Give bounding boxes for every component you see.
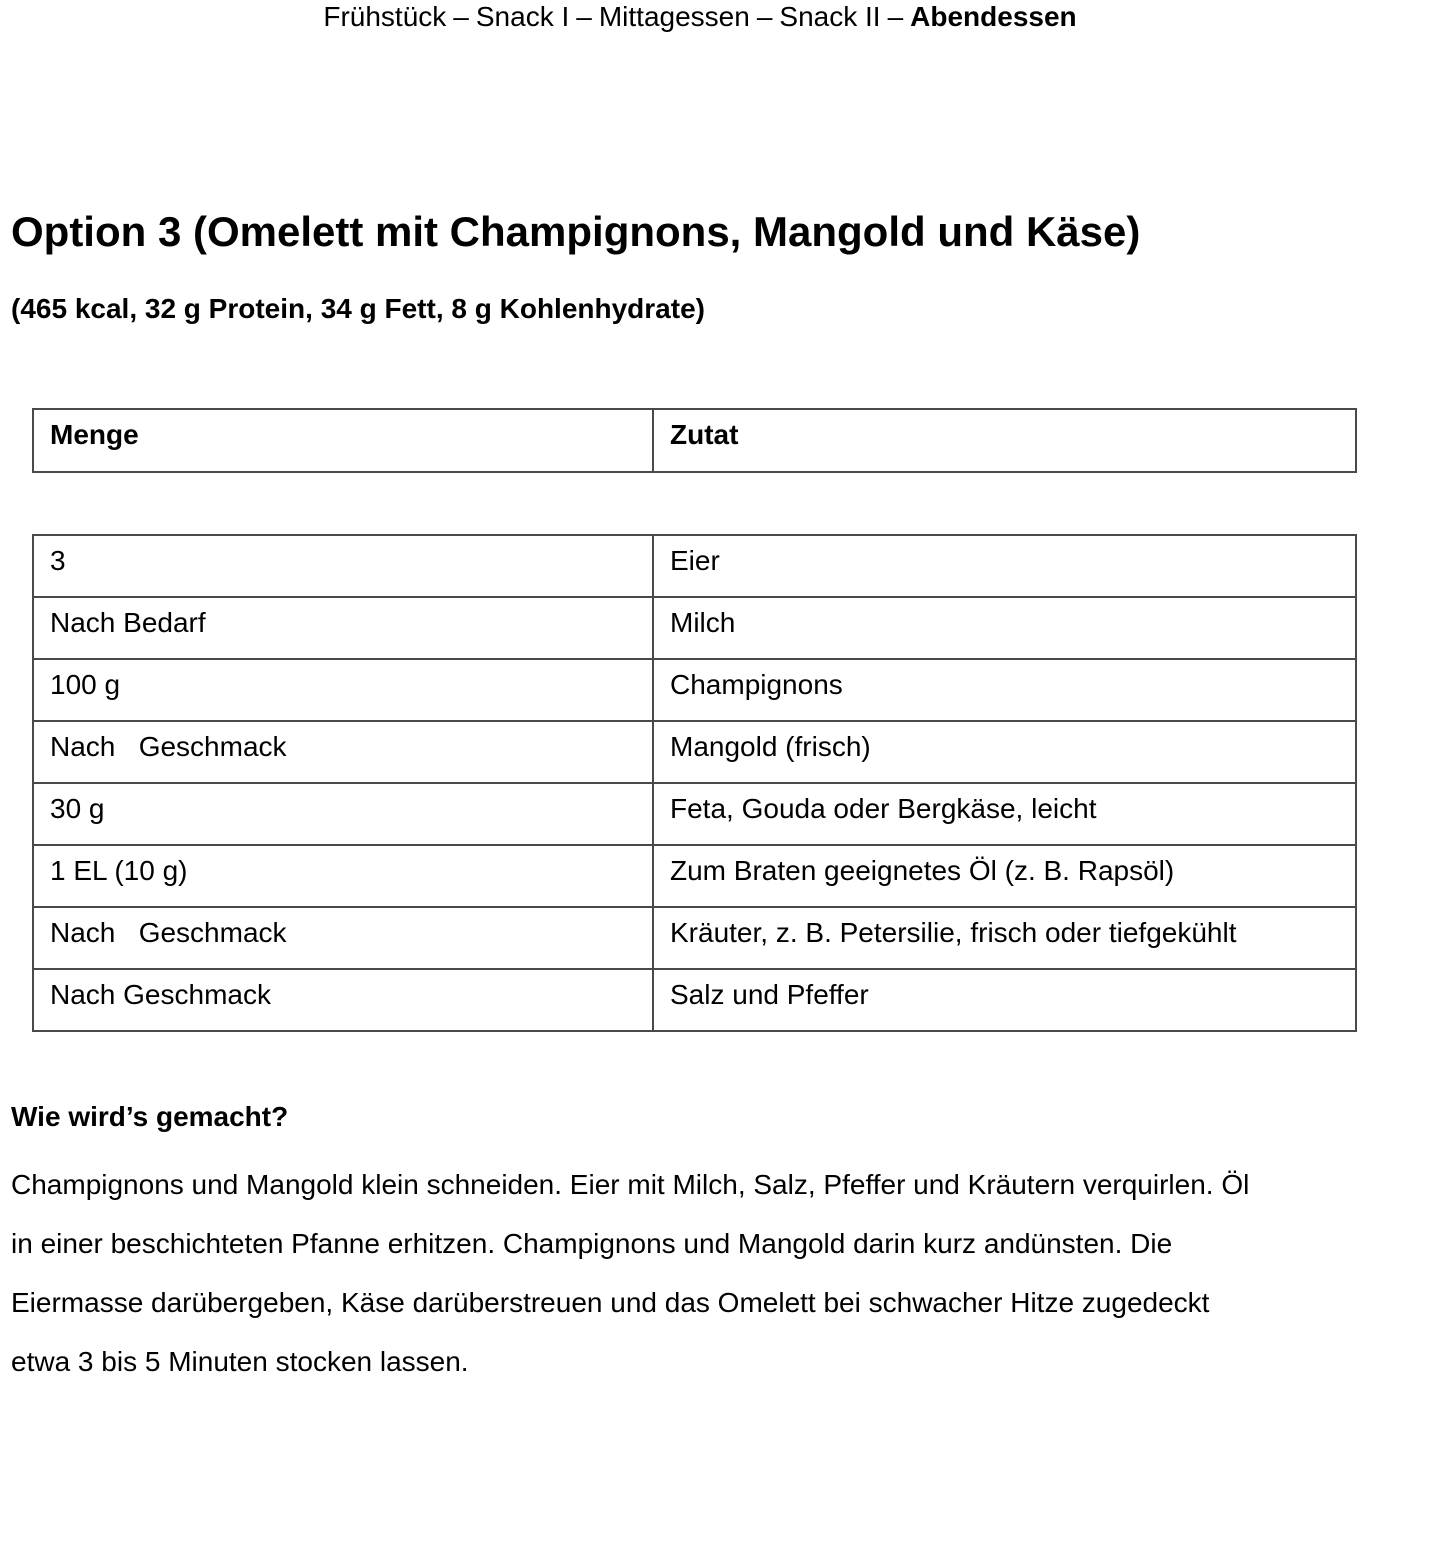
table-row: [33, 969, 1356, 1031]
ingredients-header-table: [32, 408, 1357, 473]
header-ingredient: Zutat: [653, 409, 1356, 472]
table-row: [33, 845, 1356, 907]
preparation-line: in einer beschichteten Pfanne erhitzen. Champignons und Mangold darin kurz andünsten. Die: [11, 1228, 1173, 1259]
ingredient-cell: Zum Braten geeignetes Öl (z. B. Rapsöl): [653, 845, 1356, 907]
recipe-title: Option 3 (Omelett mit Champignons, Mangold und Käse): [11, 208, 1141, 255]
nav-item-snack-1[interactable]: Snack I: [475, 1, 570, 32]
nav-separator: –: [576, 1, 592, 32]
table-row: [33, 535, 1356, 597]
ingredient-cell: Milch: [653, 597, 1356, 659]
amount-cell: Nach Bedarf: [33, 597, 653, 659]
preparation-text: [11, 1155, 1411, 1391]
preparation-line: Eiermasse darübergeben, Käse darüberstreuen und das Omelett bei schwacher Hitze zugedeckt: [11, 1287, 1210, 1318]
table-row: [33, 721, 1356, 783]
preparation-line: etwa 3 bis 5 Minuten stocken lassen.: [11, 1346, 469, 1377]
nav-separator: –: [887, 1, 904, 32]
table-row: [33, 659, 1356, 721]
ingredients-table: [32, 534, 1357, 1032]
table-row: [33, 597, 1356, 659]
meal-navigation: [0, 0, 1400, 34]
table-row: [33, 783, 1356, 845]
amount-cell: Nach Geschmack: [33, 969, 653, 1031]
amount-cell: Nach Geschmack: [33, 721, 653, 783]
nav-item-abendessen[interactable]: Abendessen: [910, 1, 1077, 32]
preparation-line: Champignons und Mangold klein schneiden. Eier mit Milch, Salz, Pfeffer und Kräutern verquirlen. Öl: [11, 1169, 1250, 1200]
ingredient-cell: Eier: [653, 535, 1356, 597]
nav-separator: –: [756, 1, 773, 32]
nav-separator: –: [453, 1, 469, 32]
table-row: [33, 907, 1356, 969]
amount-cell: 100 g: [33, 659, 653, 721]
header-amount: Menge: [33, 409, 653, 472]
preparation-heading: Wie wird’s gemacht?: [11, 1101, 289, 1132]
ingredient-cell: Feta, Gouda oder Bergkäse, leicht: [653, 783, 1356, 845]
amount-cell: Nach Geschmack: [33, 907, 653, 969]
ingredient-cell: Kräuter, z. B. Petersilie, frisch oder tiefgekühlt: [653, 907, 1356, 969]
nav-item-mittagessen[interactable]: Mittagessen: [598, 1, 750, 32]
ingredient-cell: Salz und Pfeffer: [653, 969, 1356, 1031]
nutrition-info: (465 kcal, 32 g Protein, 34 g Fett, 8 g Kohlenhydrate): [11, 293, 705, 324]
table-header-row: [33, 409, 1356, 472]
amount-cell: 1 EL (10 g): [33, 845, 653, 907]
nav-item-fruehstueck[interactable]: Frühstück: [323, 1, 447, 32]
ingredient-cell: Mangold (frisch): [653, 721, 1356, 783]
ingredient-cell: Champignons: [653, 659, 1356, 721]
amount-cell: 3: [33, 535, 653, 597]
amount-cell: 30 g: [33, 783, 653, 845]
nav-item-snack-2[interactable]: Snack II: [779, 1, 881, 32]
